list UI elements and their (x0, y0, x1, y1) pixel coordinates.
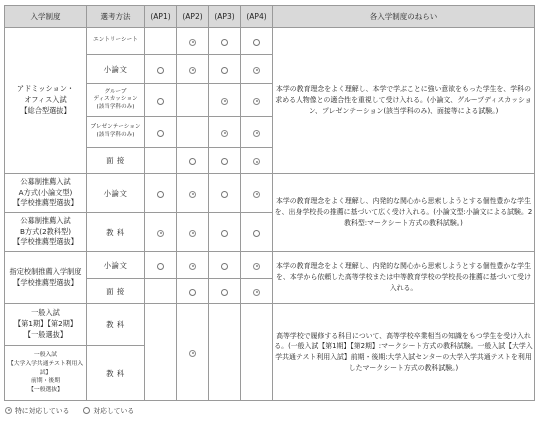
header-ap2: (AP2) (177, 6, 209, 28)
ap-cell (209, 28, 241, 55)
ap-cell (177, 304, 209, 401)
legend-open-label: 対応している (93, 407, 135, 415)
ap-cell (177, 213, 209, 252)
ap-cell (241, 279, 273, 304)
system-line: 【総合型選抜】 (20, 105, 71, 115)
circle-icon (221, 263, 228, 270)
ap-cell (177, 117, 209, 148)
ap-cell (241, 213, 273, 252)
system-cell (5, 304, 87, 346)
ap-cell (241, 148, 273, 174)
double-circle-icon (253, 289, 260, 296)
method-line: 面 接 (106, 286, 125, 296)
double-circle-icon (253, 158, 260, 165)
ap-cell (241, 84, 273, 117)
system-line: 公募制推薦入試 (20, 176, 71, 186)
system-line: A方式(小論文型) (18, 187, 73, 197)
ap-cell (145, 174, 177, 213)
table-row (5, 304, 535, 346)
ap-cell (177, 28, 209, 55)
method-line: グループ (104, 88, 127, 95)
legend (5, 405, 148, 415)
header-selection: 選考方法 (87, 6, 145, 28)
ap-cell (209, 304, 241, 401)
ap-cell (209, 252, 241, 279)
double-circle-icon (253, 130, 260, 137)
aim-text: 本学の教育理念をよく理解し、内発的な関心から思索しようとする個性豊かな学生を、出身学校長の推薦に基づいて広く受け入れる。(小論文型:小論文による試験。2教科型:マークシート方式の教科試験。) (273, 174, 535, 252)
system-line: 一般入試 (33, 351, 58, 358)
ap-cell (241, 28, 273, 55)
circle-icon (221, 67, 228, 74)
legend-filled (5, 405, 69, 415)
circle-icon (189, 289, 196, 296)
ap-cell (209, 148, 241, 174)
double-circle-icon (221, 98, 228, 105)
circle-icon (83, 407, 90, 414)
method-cell (87, 279, 145, 304)
circle-icon (157, 263, 164, 270)
circle-icon (157, 67, 164, 74)
double-circle-icon (189, 191, 196, 198)
system-line: 公募制推薦入試 (20, 215, 71, 225)
ap-cell (209, 279, 241, 304)
method-cell (87, 346, 145, 401)
double-circle-icon (253, 98, 260, 105)
admission-policy-table (4, 5, 535, 401)
method-cell (87, 304, 145, 346)
double-circle-icon (221, 130, 228, 137)
circle-icon (157, 130, 164, 137)
header-row (5, 6, 535, 28)
method-line: 教 科 (106, 368, 125, 378)
ap-cell (209, 117, 241, 148)
legend-open (83, 405, 134, 415)
header-system: 入学制度 (5, 6, 87, 28)
ap-cell (209, 174, 241, 213)
method-line: 小論文 (103, 260, 128, 270)
system-line: 【第1期】【第2期】 (13, 319, 78, 329)
method-line: プレゼンテーション (90, 124, 141, 131)
double-circle-icon (189, 350, 196, 357)
ap-cell (145, 304, 177, 401)
ap-cell (241, 252, 273, 279)
header-ap1: (AP1) (145, 6, 177, 28)
circle-icon (157, 191, 164, 198)
circle-icon (221, 191, 228, 198)
circle-icon (253, 39, 260, 46)
ap-cell (145, 84, 177, 117)
ap-cell (209, 55, 241, 84)
table-row (5, 28, 535, 55)
system-line: 指定校制推薦入学制度 (9, 266, 82, 276)
ap-cell (145, 117, 177, 148)
circle-icon (189, 158, 196, 165)
method-cell (87, 55, 145, 84)
method-line: 小論文 (103, 188, 128, 198)
circle-icon (253, 230, 260, 237)
circle-icon (221, 158, 228, 165)
method-cell (87, 252, 145, 279)
table-row (5, 252, 535, 279)
ap-cell (177, 279, 209, 304)
method-cell (87, 213, 145, 252)
method-line: エントリーシート (93, 37, 138, 44)
system-cell (5, 174, 87, 213)
ap-cell (209, 84, 241, 117)
ap-cell (145, 148, 177, 174)
ap-cell (145, 55, 177, 84)
system-cell (5, 213, 87, 252)
double-circle-icon (253, 191, 260, 198)
method-cell (87, 174, 145, 213)
system-line: 【大学入学共通テスト利用入試】 (7, 360, 84, 376)
aim-text: 本学の教育理念をよく理解し、内発的な関心から思索しようとする個性豊かな学生を、本学から依頼した高等学校または中等教育学校の学校長の推薦に基づいて受け入れる。 (273, 252, 535, 304)
ap-cell (177, 252, 209, 279)
aim-text: 高等学校で履修する科目について、高等学校卒業相当の知識をもつ学生を受け入れる。(一般入試【第1期】【第2期】:マークシート方式の教科試験。一般入試【大学入学共通テスト利用入試】前期・後期:大学入試センターの大学入学共通テストを利用したマークシート方式の教科試験。) (273, 304, 535, 401)
legend-filled-label: 特に対応している (15, 407, 70, 415)
method-cell (87, 148, 145, 174)
system-line: 一般入試 (31, 308, 60, 318)
method-line: 教 科 (106, 227, 125, 237)
system-line: オフィス入試 (24, 95, 67, 105)
circle-icon (221, 39, 228, 46)
system-cell (5, 346, 87, 401)
double-circle-icon (157, 230, 164, 237)
table-row (5, 174, 535, 213)
system-line: 【学校推薦型選抜】 (13, 277, 78, 287)
system-cell (5, 252, 87, 304)
circle-icon (157, 98, 164, 105)
circle-icon (221, 230, 228, 237)
system-line: 【一般選抜】 (28, 387, 63, 394)
system-line: 【一般選抜】 (23, 329, 68, 339)
ap-cell (241, 304, 273, 401)
system-line: B方式(2教科型) (19, 226, 72, 236)
ap-cell (145, 28, 177, 55)
ap-cell (145, 279, 177, 304)
double-circle-icon (189, 67, 196, 74)
method-cell (87, 117, 145, 148)
ap-cell (177, 55, 209, 84)
header-ap3: (AP3) (209, 6, 241, 28)
system-cell (5, 28, 87, 174)
ap-cell (177, 174, 209, 213)
double-circle-icon (189, 230, 196, 237)
method-line: ディスカッション (93, 96, 138, 103)
ap-cell (145, 252, 177, 279)
double-circle-icon (253, 263, 260, 270)
header-ap4: (AP4) (241, 6, 273, 28)
header-aims: 各入学制度のねらい (273, 6, 535, 28)
ap-cell (241, 55, 273, 84)
ap-cell (209, 213, 241, 252)
ap-cell (177, 84, 209, 117)
double-circle-icon (189, 39, 196, 46)
system-line: 【学校推薦型選抜】 (13, 198, 78, 208)
system-line: 【学校推薦型選抜】 (13, 237, 78, 247)
ap-cell (177, 148, 209, 174)
method-line: 面 接 (106, 156, 125, 165)
ap-cell (145, 213, 177, 252)
method-line: 小論文 (103, 64, 128, 74)
method-line: 教 科 (106, 320, 125, 329)
double-circle-icon (5, 407, 12, 414)
aim-text: 本学の教育理念をよく理解し、本学で学ぶことに強い意欲をもった学生を、学科の求める人物像との適合性を重視して受け入れる。(小論文、グループディスカッション、プレゼンテーション(該当学科のみ)、面接等による試験。) (273, 28, 535, 174)
circle-icon (221, 289, 228, 296)
system-line: アドミッション・ (16, 84, 75, 94)
method-cell (87, 84, 145, 117)
ap-cell (241, 174, 273, 213)
system-line: 前期・後期 (31, 378, 60, 385)
double-circle-icon (189, 263, 196, 270)
method-line: (該当学科のみ) (96, 132, 135, 138)
double-circle-icon (253, 67, 260, 74)
ap-cell (241, 117, 273, 148)
method-cell (87, 28, 145, 55)
method-line: (該当学科のみ) (96, 103, 135, 110)
